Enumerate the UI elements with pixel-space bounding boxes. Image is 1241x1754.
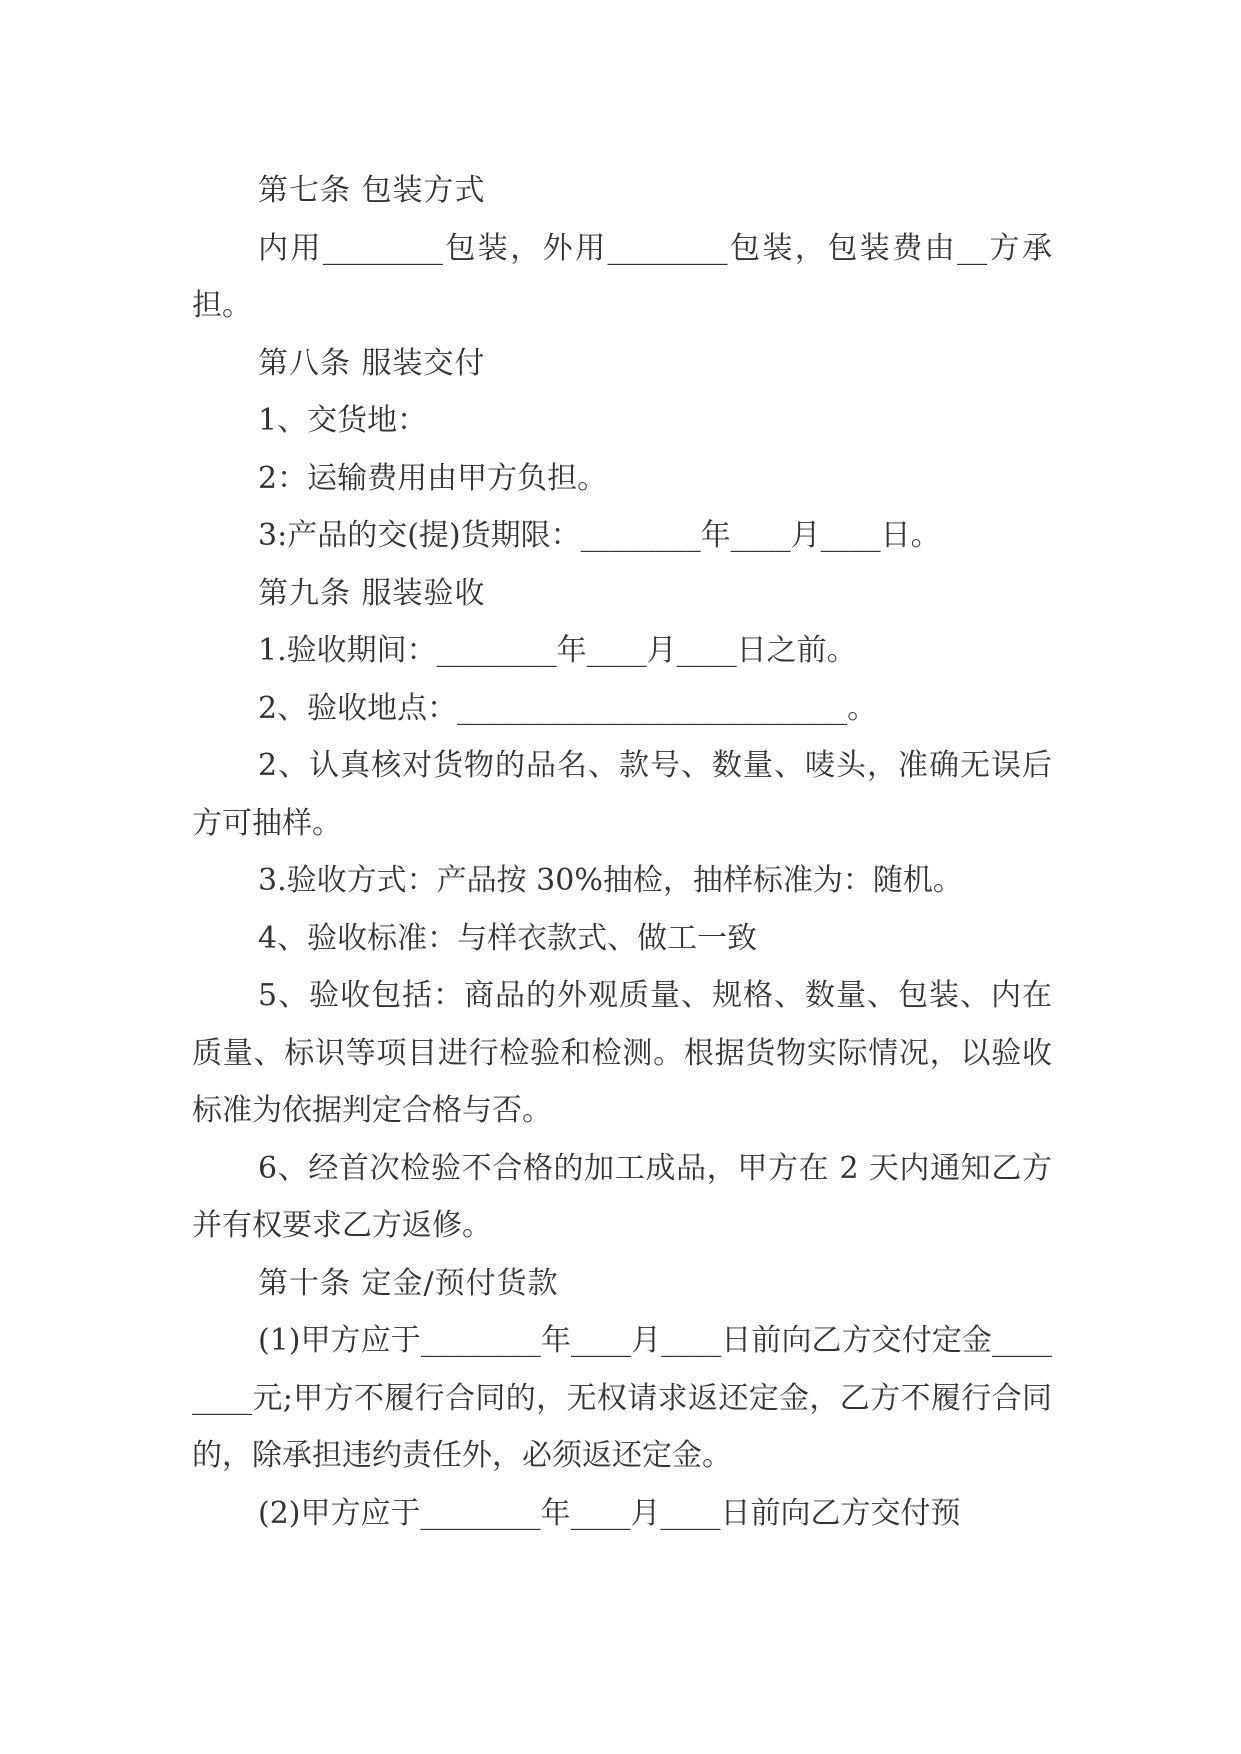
inspection-location-clause: 2、验收地点：__________________________。 <box>258 690 878 726</box>
inspection-method-clause: 3.验收方式：产品按 30%抽检，抽样标准为：随机。 <box>258 863 963 898</box>
packaging-clause: 内用________包装，外用________包装，包装费由__方承担。 <box>192 230 1052 323</box>
transport-cost-clause: 2：运输费用由甲方负担。 <box>258 460 608 496</box>
article-10-heading: 第十条 定金/预付货款 <box>258 1265 559 1301</box>
article-7-heading: 第七条 包装方式 <box>258 173 486 208</box>
rework-clause: 6、经首次检验不合格的加工成品，甲方在 2 天内通知乙方并有权要求乙方返修。 <box>192 1150 1052 1243</box>
document-body <box>192 162 1052 1542</box>
inspection-standard-clause: 4、验收标准：与样衣款式、做工一致 <box>258 920 758 956</box>
prepayment-clause: (2)甲方应于________年____月____日前向乙方交付预 <box>258 1495 961 1531</box>
inspection-scope-clause: 5、验收包括：商品的外观质量、规格、数量、包装、内在质量、标识等项目进行检验和检测。根据货物实际情况，以验收标准为依据判定合格与否。 <box>192 978 1052 1128</box>
delivery-deadline-clause: 3:产品的交(提)货期限：________年____月____日。 <box>258 518 941 553</box>
deposit-clause: (1)甲方应于________年____月____日前向乙方交付定金________元;甲方不履行合同的，无权请求返还定金，乙方不履行合同的，除承担违约责任外，必须返还定金。 <box>192 1323 1052 1473</box>
article-8-heading: 第八条 服装交付 <box>258 345 486 381</box>
inspection-period-clause: 1.验收期间：________年____月____日之前。 <box>258 633 857 668</box>
delivery-location-clause: 1、交货地： <box>258 403 428 438</box>
article-9-heading: 第九条 服装验收 <box>258 575 486 611</box>
goods-check-clause: 2、认真核对货物的品名、款号、数量、唛头，准确无误后方可抽样。 <box>192 748 1052 841</box>
